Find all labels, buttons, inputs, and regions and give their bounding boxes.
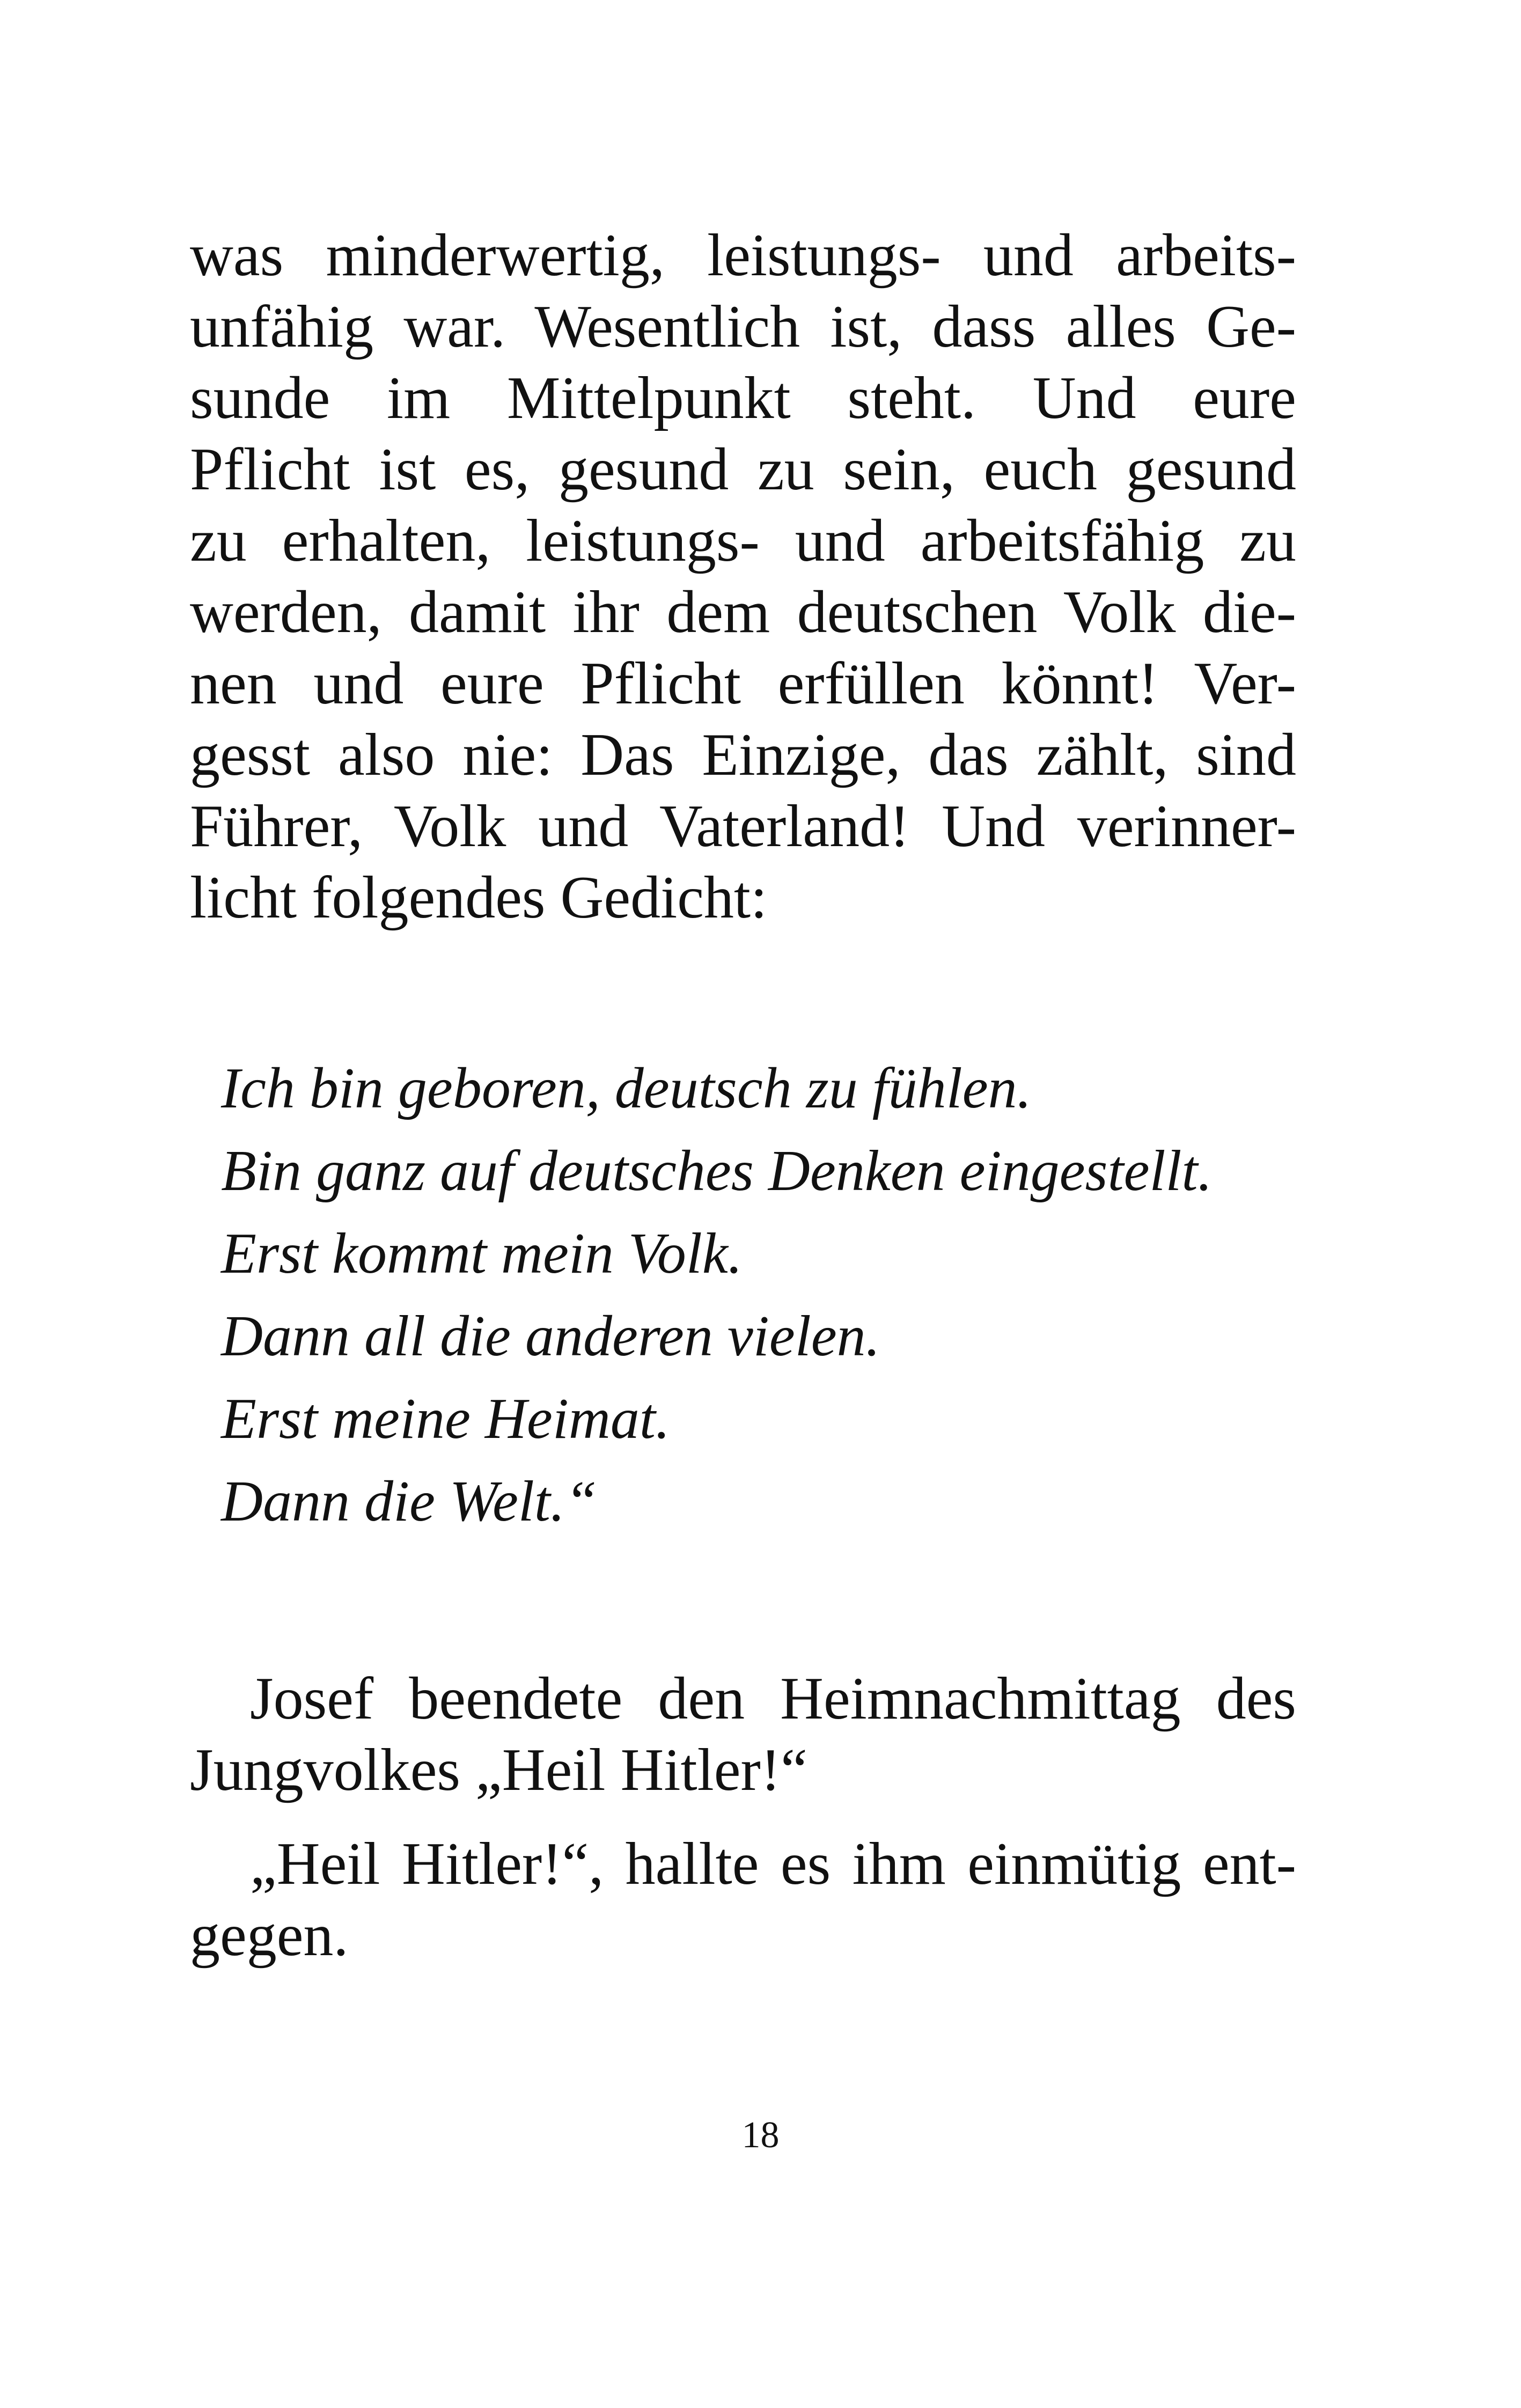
body-paragraph-speech <box>190 220 1296 934</box>
text-line: gegen. <box>190 1902 349 1969</box>
text-line: Führer, Volk und Vaterland! Und verinner- <box>190 793 1296 860</box>
body-paragraph-response <box>190 1829 1296 1971</box>
text-line: werden, damit ihr dem deutschen Volk die- <box>190 579 1296 645</box>
text-line: Josef beendete den Heimnachmittag des <box>250 1665 1296 1732</box>
page-number: 18 <box>741 2115 780 2156</box>
text-line: was minderwertig, leistungs- und arbeits- <box>190 222 1296 289</box>
poem-line: Bin ganz auf deutsches Denken eingestellt. <box>221 1139 1213 1203</box>
poem-line: Erst kommt mein Volk. <box>221 1222 743 1286</box>
text-line: licht folgendes Gedicht: <box>190 864 768 931</box>
poem-line: Ich bin geboren, deutsch zu fühlen. <box>221 1056 1032 1120</box>
poem-block <box>221 1047 1213 1543</box>
text-line: sunde im Mittelpunkt steht. Und eure <box>190 365 1296 431</box>
text-line: Pflicht ist es, gesund zu sein, euch gesund <box>190 436 1296 503</box>
text-line: nen und eure Pflicht erfüllen könnt! Ver- <box>190 650 1296 717</box>
text-line: gesst also nie: Das Einzige, das zählt, sind <box>190 722 1296 788</box>
poem-line: Dann all die anderen vielen. <box>221 1304 880 1368</box>
text-line: unfähig war. Wesentlich ist, dass alles Ge- <box>190 293 1296 360</box>
poem-line: Dann die Welt.“ <box>221 1470 597 1533</box>
text-line: Jungvolkes „Heil Hitler!“ <box>190 1737 807 1803</box>
body-paragraph-closing <box>190 1663 1296 1806</box>
text-line: „Heil Hitler!“, hallte es ihm einmütig ent- <box>250 1831 1296 1897</box>
poem-line: Erst meine Heimat. <box>221 1387 670 1451</box>
text-line: zu erhalten, leistungs- und arbeitsfähig zu <box>190 508 1296 574</box>
